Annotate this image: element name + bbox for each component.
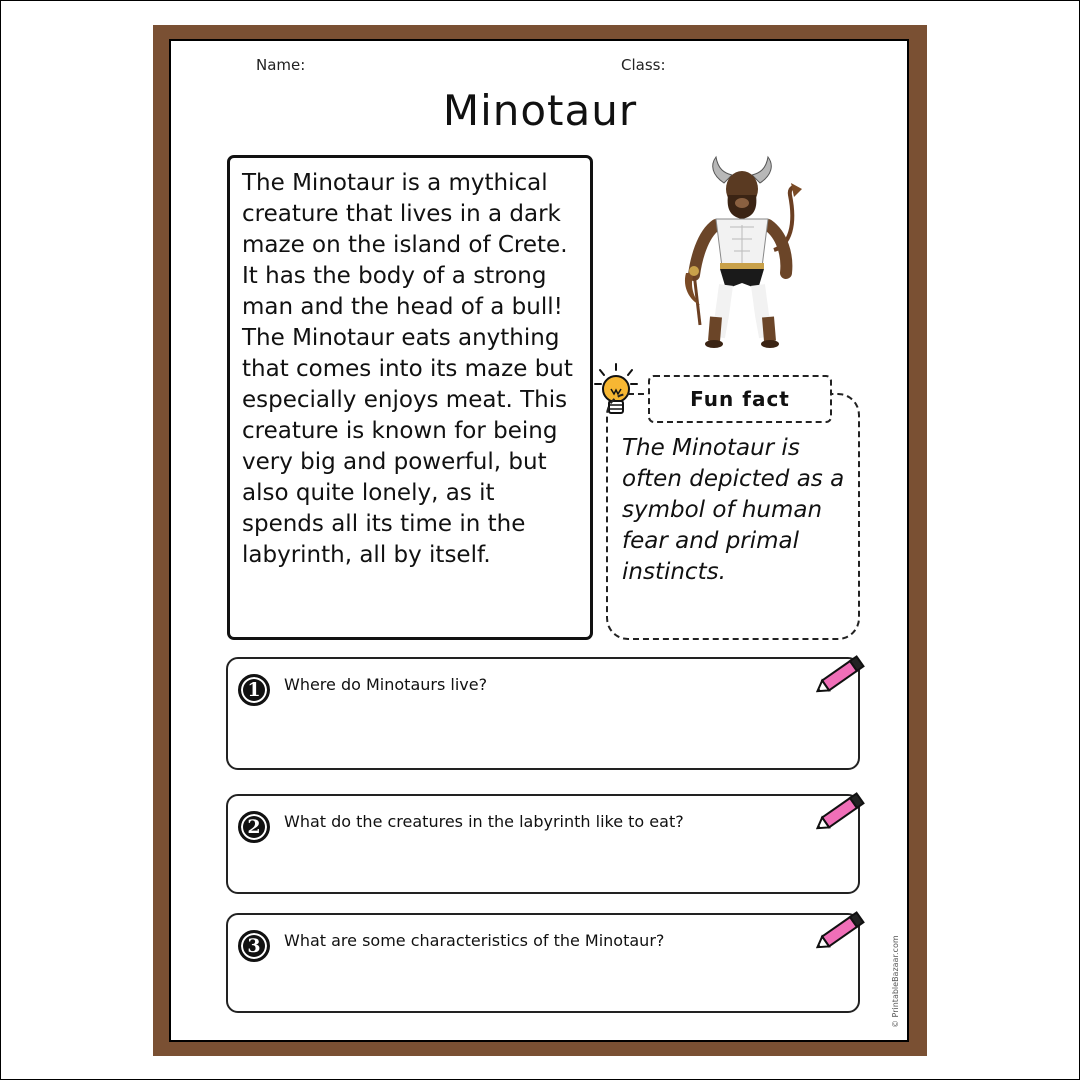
page-title: Minotaur	[442, 86, 638, 135]
pencil-icon	[816, 788, 868, 834]
fun-fact-box	[606, 393, 860, 640]
copyright-note: © PrintableBazaar.com	[891, 935, 900, 1028]
question-answer-box[interactable]	[226, 657, 860, 770]
question-text: Where do Minotaurs live?	[284, 675, 488, 694]
question-answer-box[interactable]	[226, 794, 860, 894]
class-label: Class:	[621, 56, 666, 74]
reading-passage-box	[227, 155, 593, 640]
question-number-badge: 2	[238, 811, 270, 843]
question-number-badge: 1	[238, 674, 270, 706]
fun-fact-label: Fun fact	[648, 375, 832, 423]
fun-fact-text: The Minotaur is often depicted as a symbol of human fear and primal instincts.	[622, 435, 845, 585]
question-answer-box[interactable]	[226, 913, 860, 1013]
question-text: What are some characteristics of the Minotaur?	[284, 931, 665, 950]
question-text: What do the creatures in the labyrinth like to eat?	[284, 812, 684, 831]
minotaur-illustration	[672, 155, 812, 350]
pencil-icon	[816, 907, 868, 953]
question-number-badge: 3	[238, 930, 270, 962]
pencil-icon	[816, 651, 868, 697]
reading-passage-text: The Minotaur is a mythical creature that lives in a dark maze on the island of Crete. It has the body of a strong man and the head of a bull! The Minotaur eats anything that comes into its maze but especially enjoys meat. This creature is known for being very big and powerful, but also quite lonely, as it spends all its time in the labyrinth, all by itself.	[242, 170, 573, 568]
name-label: Name:	[256, 56, 306, 74]
